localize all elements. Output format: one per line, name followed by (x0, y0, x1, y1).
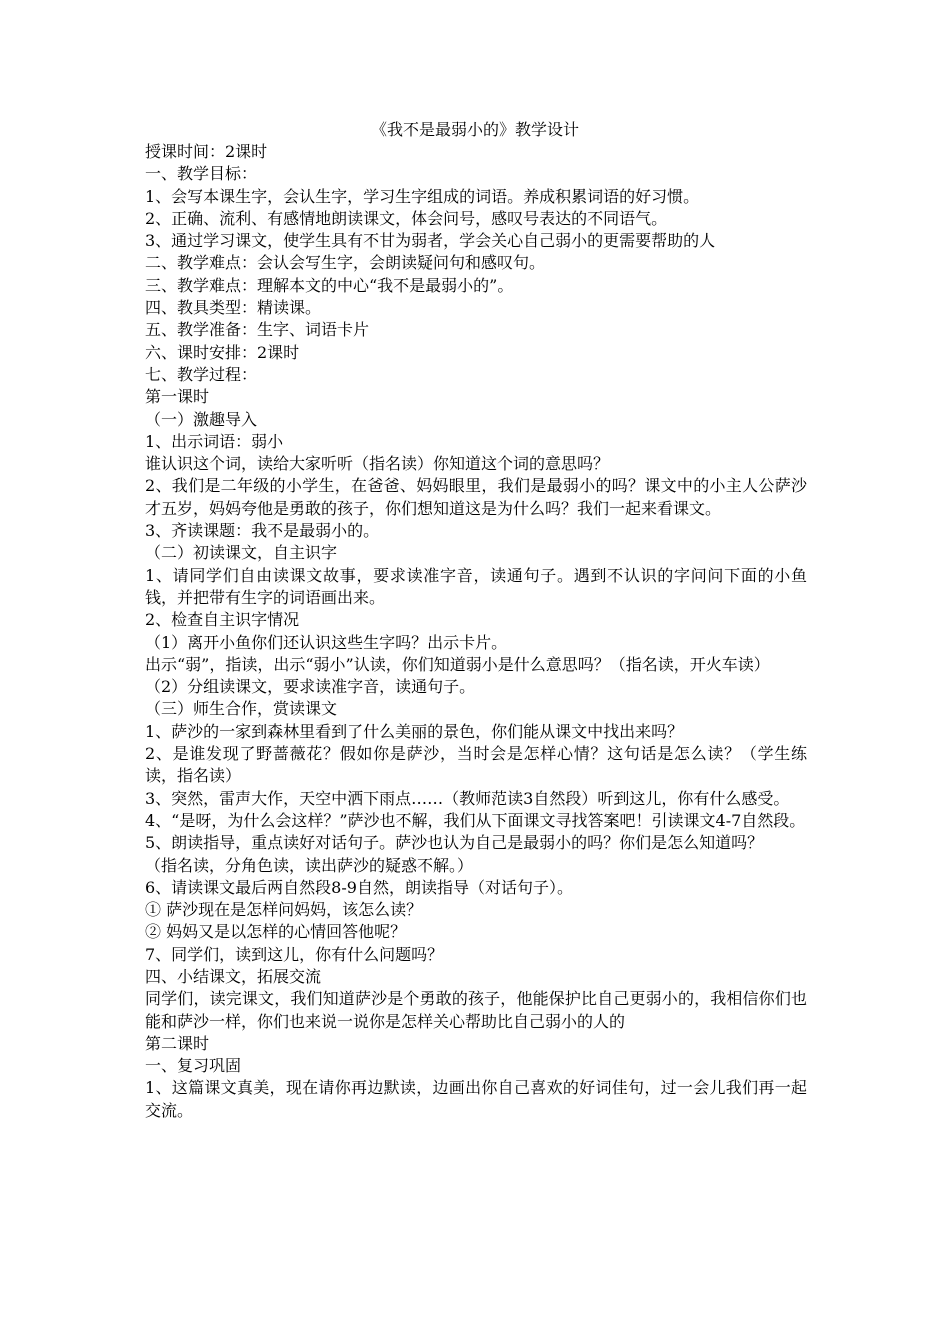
heading-teaching-goals: 一、教学目标： (145, 164, 258, 184)
paragraph: 3、齐读课题：我不是最弱小的。 (145, 521, 380, 541)
paragraph: 1、出示词语：弱小 (145, 431, 284, 451)
paragraph: 7、同学们，读到这儿，你有什么问题吗？ (145, 944, 444, 964)
paragraph: 4、“是呀，为什么会这样？”萨沙也不解，我们从下面课文寻找答案吧！引读课文4-7自然段。 (145, 810, 806, 830)
list-item: ② 妈妈又是以怎样的心情回答他呢？ (145, 922, 407, 942)
paragraph: 3、突然，雷声大作，天空中洒下雨点……（教师范读3自然段）听到这儿，你有什么感受。 (145, 788, 790, 808)
goal-item-2: 2、正确、流利、有感情地朗读课文，体会问号，感叹号表达的不同语气。 (145, 208, 668, 228)
heading-teaching-difficulty-1: 二、教学难点：会认会写生字，会朗读疑问句和感叹句。 (145, 253, 546, 273)
heading-tool-type: 四、教具类型：精读课。 (145, 298, 322, 318)
paragraph: （2）分组读课文，要求读准字音，读通句子。 (145, 677, 476, 697)
heading-second-lesson: 第二课时 (145, 1033, 210, 1053)
heading-teaching-difficulty-2: 三、教学难点：理解本文的中心“我不是最弱小的”。 (145, 275, 514, 295)
section-intro: （一）激趣导入 (145, 409, 258, 429)
paragraph: 1、请同学们自由读课文故事，要求读准字音，读通句子。遇到不认识的字问问下面的小鱼钱，并把带有生字的词语画出来。 (145, 565, 807, 607)
heading-process: 七、教学过程： (145, 364, 258, 384)
heading-preparation: 五、教学准备：生字、词语卡片 (145, 320, 370, 340)
paragraph: 1、这篇课文真美，现在请你再边默读，边画出你自己喜欢的好词佳句，过一会儿我们再一起交流。 (145, 1078, 807, 1120)
paragraph: 5、朗读指导，重点读好对话句子。萨沙也认为自己是最弱小的吗？你们是怎么知道吗？ (145, 833, 764, 853)
section-first-reading: （二）初读课文，自主识字 (145, 543, 338, 563)
paragraph-class-time: 授课时间：2课时 (145, 142, 268, 161)
document-title: 《我不是最弱小的》教学设计 (370, 120, 579, 139)
document-body (145, 141, 807, 1122)
paragraph: 出示“弱”，指读，出示“弱小”认读，你们知道弱小是什么意思吗？（指名读，开火车读） (145, 654, 770, 674)
paragraph: 同学们，读完课文，我们知道萨沙是个勇敢的孩子，他能保护比自己更弱小的，我相信你们也能和萨沙一样，你们也来说一说你是怎样关心帮助比自己弱小的人的 (145, 989, 807, 1031)
heading-first-lesson: 第一课时 (145, 387, 210, 407)
goal-item-3: 3、通过学习课文，使学生具有不甘为弱者，学会关心自己弱小的更需要帮助的人 (145, 231, 716, 251)
paragraph: 2、是谁发现了野蔷薇花？假如你是萨沙，当时会是怎样心情？这句话是怎么读？（学生练读，指名读） (145, 744, 807, 786)
section-review: 一、复习巩固 (145, 1056, 242, 1076)
section-cooperative-reading: （三）师生合作，赏读课文 (145, 699, 338, 719)
paragraph: （1）离开小鱼你们还认识这些生字吗？出示卡片。 (145, 632, 508, 652)
paragraph: 1、萨沙的一家到森林里看到了什么美丽的景色，你们能从课文中找出来吗？ (145, 721, 684, 741)
paragraph: 2、我们是二年级的小学生，在爸爸、妈妈眼里，我们是最弱小的吗？课文中的小主人公萨沙才五岁，妈妈夸他是勇敢的孩子，你们想知道这是为什么吗？我们一起来看课文。 (145, 476, 807, 518)
paragraph: 6、请读课文最后两自然段8-9自然，朗读指导（对话句子）。 (145, 877, 573, 897)
heading-schedule: 六、课时安排：2课时 (145, 342, 300, 362)
paragraph: （指名读，分角色读，读出萨沙的疑惑不解。） (145, 855, 474, 875)
paragraph: 谁认识这个词，读给大家听听（指名读）你知道这个词的意思吗？ (145, 454, 610, 474)
goal-item-1: 1、会写本课生字，会认生字，学习生字组成的词语。养成积累词语的好习惯。 (145, 186, 700, 206)
list-item: ① 萨沙现在是怎样问妈妈，该怎么读？ (145, 900, 423, 920)
paragraph: 2、检查自主识字情况 (145, 610, 300, 630)
section-summary: 四、小结课文，拓展交流 (145, 966, 322, 986)
